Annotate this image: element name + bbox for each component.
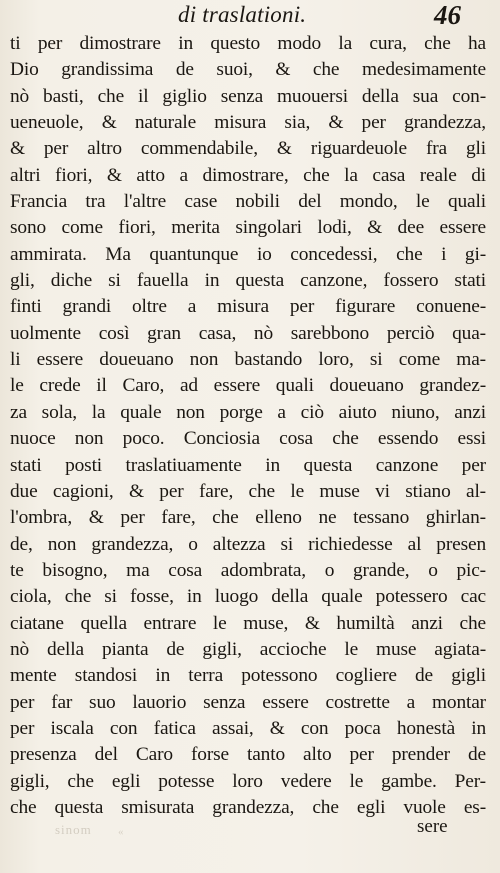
running-head: di traslationi. xyxy=(178,2,307,27)
bleed-through-text: sinom xyxy=(55,822,92,837)
text-line: gli, diche si fauella in questa canzone, fossero stati xyxy=(10,270,486,292)
bleed-through-mark: « xyxy=(118,826,124,838)
body-text xyxy=(10,31,486,821)
text-line: per far suo lauorio senza essere costrette a montar xyxy=(10,691,486,713)
page-number: 46 xyxy=(434,0,461,30)
text-line: altri fiori, & atto a dimostrare, che la casa reale di xyxy=(10,164,486,186)
page-header xyxy=(0,0,500,30)
text-line: che questa smisurata grandezza, che egli vuole es- xyxy=(10,796,486,818)
text-line: finti grandi oltre a misura per figurare conuene- xyxy=(10,296,486,318)
text-line: ammirata. Ma quantunque io concedessi, che i gi- xyxy=(10,243,486,265)
text-line: za sola, la quale non porge a ciò aiuto niuno, anzi xyxy=(10,401,486,423)
text-line: per iscala con fatica assai, & con poca honestà in xyxy=(10,717,486,739)
text-line: te bisogno, ma cosa adombrata, o grande, o pic- xyxy=(10,559,486,581)
text-line: sono come fiori, merita singolari lodi, & dee essere xyxy=(10,217,486,239)
text-line: due cagioni, & per fare, che le muse vi stiano al- xyxy=(10,480,486,502)
text-line: ti per dimostrare in questo modo la cura, che ha xyxy=(10,33,486,54)
text-line: le crede il Caro, ad essere quali doueuano grandez- xyxy=(10,375,486,397)
text-line: gigli, che egli potesse loro vedere le gambe. Per- xyxy=(10,770,486,792)
text-line: mente standosi in terra potessono cogliere de gigli xyxy=(10,665,486,687)
text-line: l'ombra, & per fare, che elleno ne tessano ghirlan- xyxy=(10,507,486,529)
text-line: ciola, che si fosse, in luogo della quale potessero cac xyxy=(10,586,486,608)
text-line: ueneuole, & naturale misura sia, & per grandezza, xyxy=(10,112,486,134)
text-line: & per altro commendabile, & riguardeuole fra gli xyxy=(10,138,486,160)
text-line: presenza del Caro forse tanto alto per prender de xyxy=(10,744,486,766)
text-line: Francia tra l'altre case nobili del mondo, le quali xyxy=(10,191,486,213)
text-line: uolmente così gran casa, nò sarebbono perciò qua- xyxy=(10,322,486,344)
text-line: ciatane quella entrare le muse, & humiltà anzi che xyxy=(10,612,486,634)
text-line: nò della pianta de gigli, accioche le muse agiata- xyxy=(10,638,486,660)
text-line: li essere doueuano non bastando loro, si come ma- xyxy=(10,349,486,371)
text-line: stati posti traslatiuamente in questa canzone per xyxy=(10,454,486,476)
text-line: Dio grandissima de suoi, & che medesimamente xyxy=(10,59,486,81)
text-line: de, non grandezza, o altezza si richiedesse al presen xyxy=(10,533,486,555)
text-line: nuoce non poco. Conciosia cosa che essendo essi xyxy=(10,428,486,450)
catchword: sere xyxy=(417,816,448,837)
text-line: nò basti, che il giglio senza muouersi della sua con- xyxy=(10,85,486,107)
